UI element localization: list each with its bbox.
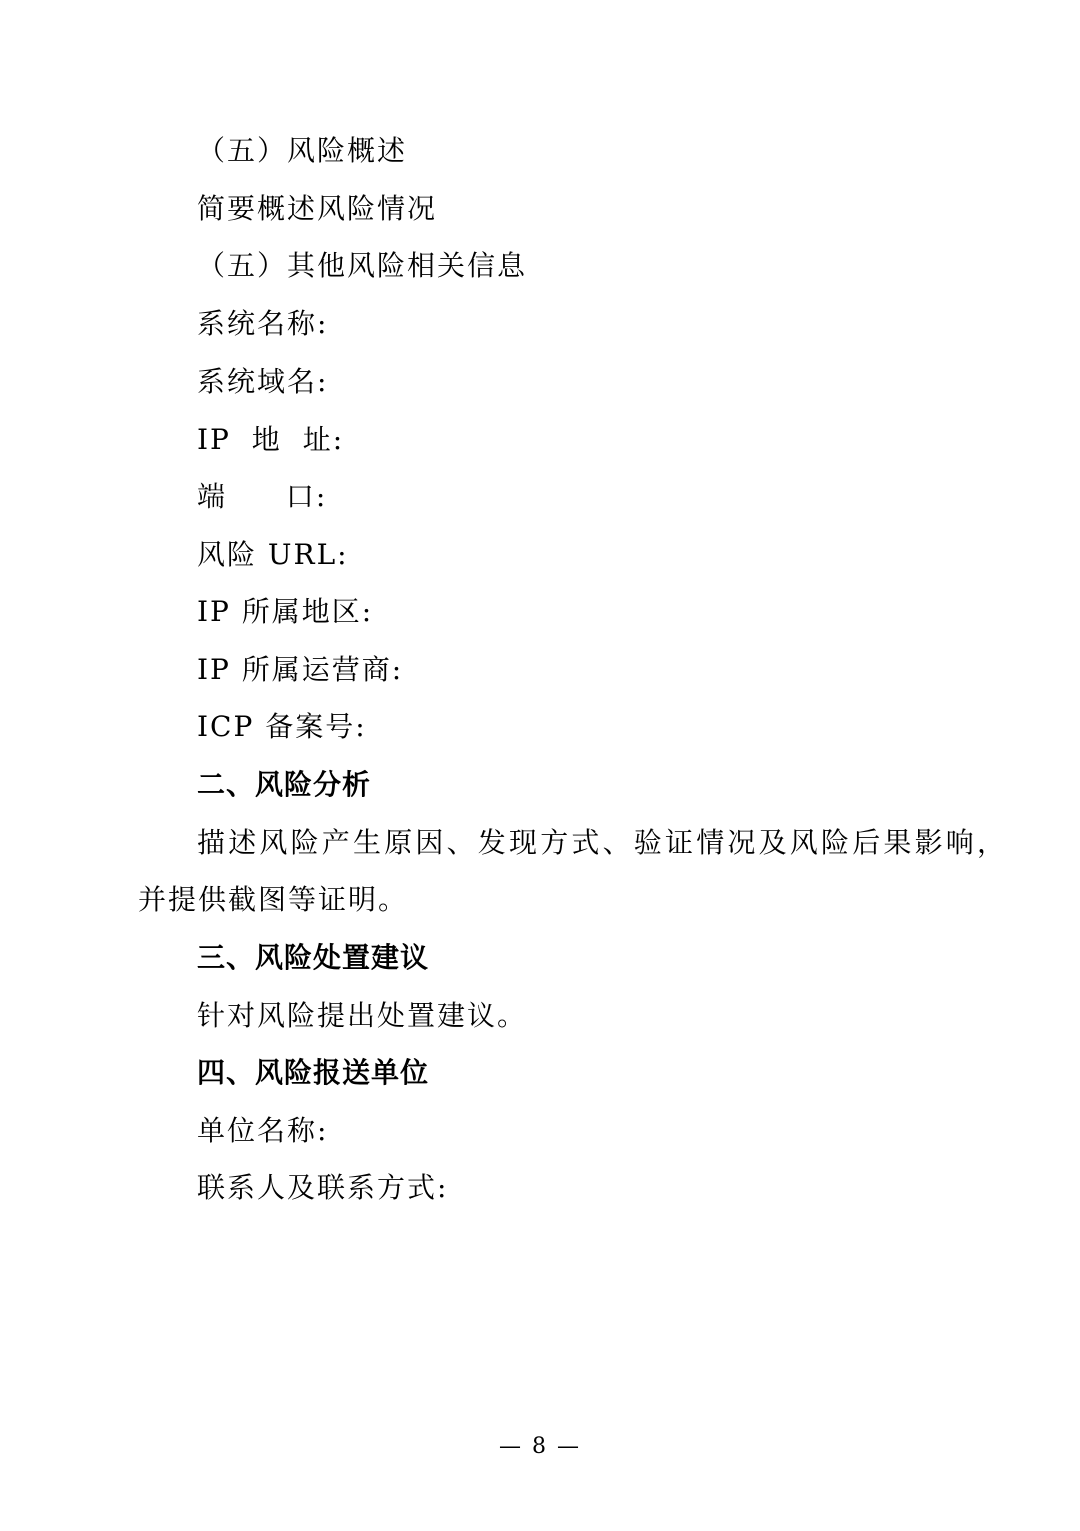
subheading-other-info: （五）其他风险相关信息	[197, 249, 528, 282]
field-system-name: 系统名称:	[197, 307, 329, 340]
field-risk-url: 风险 URL:	[197, 538, 349, 571]
heading-reporting-unit: 四、风险报送单位	[197, 1056, 430, 1089]
field-ip-region: IP 所属地区:	[197, 595, 374, 628]
heading-risk-disposal: 三、风险处置建议	[197, 941, 430, 974]
heading-risk-analysis: 二、风险分析	[197, 768, 372, 801]
field-port: 端 口:	[197, 480, 328, 513]
field-contact: 联系人及联系方式:	[197, 1171, 449, 1204]
field-unit-name: 单位名称:	[197, 1114, 329, 1147]
risk-analysis-text-line1: 描述风险产生原因、发现方式、验证情况及风险后果影响，	[197, 826, 1009, 859]
field-system-domain: 系统域名:	[197, 365, 329, 398]
field-ip-address: IP 地 址:	[197, 423, 345, 456]
risk-overview-text: 简要概述风险情况	[197, 192, 438, 225]
field-icp-number: ICP 备案号:	[197, 710, 367, 743]
field-ip-operator: IP 所属运营商:	[197, 653, 404, 686]
risk-analysis-text-line2: 并提供截图等证明。	[138, 883, 409, 916]
risk-disposal-text: 针对风险提出处置建议。	[197, 999, 528, 1032]
page-number: — 8 —	[499, 1434, 581, 1459]
subheading-risk-overview: （五）风险概述	[197, 134, 408, 167]
